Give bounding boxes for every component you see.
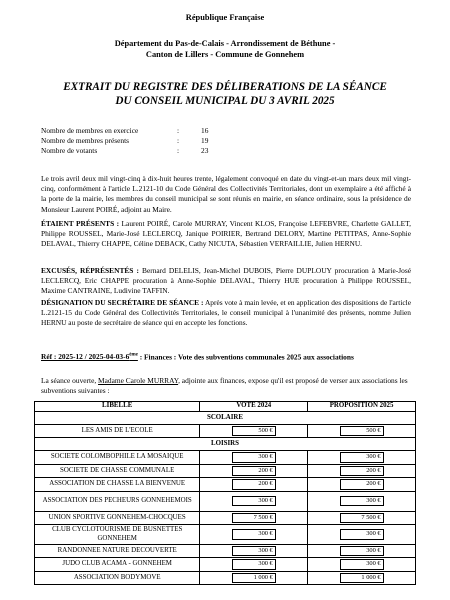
vote-2024-value: 300 € — [232, 496, 276, 506]
presents-label: ÉTAIENT PRÉSENTS : — [41, 219, 120, 228]
header-libelle: LIBELLE — [35, 402, 200, 412]
association-name: ASSOCIATION BODYMOVE — [35, 571, 200, 584]
session-pre: La séance ouverte, — [41, 376, 99, 385]
table-row — [35, 478, 416, 491]
secretaire-label: DÉSIGNATION DU SECRÉTAIRE DE SÉANCE : — [41, 298, 204, 307]
reference-number: Réf : 2025-12 / 2025-04-03-6 — [41, 352, 130, 362]
association-name: RANDONNEE NATURE DECOUVERTE — [35, 545, 200, 558]
section-row-scolaire — [35, 412, 416, 425]
vote-2024-value: 200 € — [232, 479, 276, 489]
vote-2024-value: 500 € — [232, 426, 276, 436]
intro-paragraph: Le trois avril deux mil vingt-cinq à dix-huit heures trente, légalement convoqué en date du vingt-et-un mars deux mil vingt-cinq, conformément à l'article L.2121-10 du Code Général des Collectivités Territoriales, dont un exemplaire a été affiché à la porte de la mairie, les membres du conseil municipal se sont réunis en mairie, en séance ordinaire, sous la présidence de Monsieur Laurent POIRÉ, adjoint au Maire. — [41, 174, 411, 214]
members-row — [41, 136, 231, 146]
association-name: SOCIETE COLOMBOPHILE LA MOSAIQUE — [35, 451, 200, 464]
members-sep: : — [177, 136, 180, 145]
proposition-2025-value: 500 € — [340, 426, 384, 436]
table-row — [35, 425, 416, 438]
subsidies-table — [34, 401, 416, 585]
table-row — [35, 525, 416, 545]
proposition-2025-value: 7 500 € — [340, 513, 384, 523]
association-name: LES AMIS DE L'ECOLE — [35, 425, 200, 438]
members-row — [41, 126, 231, 136]
excuses-text: Bernard DELELIS, Jean-Michel DUBOIS, Pierre DUPLOUY procuration à Marie-José LECLERCQ, Eric CHAPPE procuration à Anne-Sophie DELAVAL, Thierry HUE procuration à Philippe ROUSSEL, Maxime CANTRAINE, Ludivine TAFFIN. — [41, 266, 411, 296]
table-row — [35, 511, 416, 524]
association-name: SOCIETE DE CHASSE COMMUNALE — [35, 464, 200, 477]
department-line: Département du Pas-de-Calais - Arrondissement de Béthune - — [114, 39, 336, 48]
reference-subject: : Finances : Vote des subventions communales 2025 aux associations — [137, 352, 354, 362]
members-value: 19 — [201, 136, 209, 145]
members-label: Nombre de votants — [41, 146, 98, 155]
members-value: 16 — [201, 126, 209, 135]
canton-line: Canton de Lillers - Commune de Gonnehem — [145, 50, 305, 59]
document-title — [20, 81, 430, 108]
proposition-2025-value: 1 000 € — [340, 573, 384, 583]
table-row — [35, 571, 416, 584]
proposition-2025-value: 300 € — [340, 452, 384, 462]
members-row — [41, 146, 231, 156]
members-count — [41, 126, 231, 156]
reference-sup: ème — [129, 353, 138, 358]
deliberation-reference — [41, 351, 421, 362]
association-name: JUDO CLUB ACAMA - GONNEHEM — [35, 558, 200, 571]
vote-2024-value: 200 € — [232, 466, 276, 476]
proposition-2025-value: 300 € — [340, 529, 384, 539]
proposition-2025-value: 300 € — [340, 559, 384, 569]
proposition-2025-value: 200 € — [340, 479, 384, 489]
table-row — [35, 464, 416, 477]
vote-2024-value: 300 € — [232, 559, 276, 569]
header-proposition-2025: PROPOSITION 2025 — [308, 402, 416, 412]
title-line-1: EXTRAIT DU REGISTRE DES DÉLIBERATIONS DE LA SÉANCE — [63, 81, 387, 93]
vote-2024-value: 7 500 € — [232, 513, 276, 523]
table-row — [35, 545, 416, 558]
presents-paragraph — [41, 219, 411, 250]
association-name: ASSOCIATION DE CHASSE LA BIENVENUE — [35, 478, 200, 491]
excuses-paragraph — [41, 266, 411, 297]
members-label: Nombre de membres présents — [41, 136, 130, 145]
table-row — [35, 558, 416, 571]
section-row-loisirs — [35, 438, 416, 451]
table-row — [35, 451, 416, 464]
members-sep: : — [177, 126, 180, 135]
title-line-2: DU CONSEIL MUNICIPAL DU 3 AVRIL 2025 — [115, 94, 335, 107]
members-label: Nombre de membres en exercice — [41, 126, 139, 135]
excuses-label: EXCUSÉS, RÉPRÉSENTÉS : — [41, 266, 139, 275]
session-paragraph — [41, 376, 421, 396]
vote-2024-value: 300 € — [232, 546, 276, 556]
table-row — [35, 491, 416, 511]
vote-2024-value: 1 000 € — [232, 573, 276, 583]
association-name: CLUB CYCLOTOURISME DE BUSNETTES GONNEHEM — [35, 525, 200, 545]
reference-code — [41, 352, 138, 361]
presents-text: Laurent POIRÉ, Carole MURRAY, Vincent KLOS, Françoise LEFEBVRE, Charlette GALLET, Philippe ROUSSEL, Marie-José LECLERCQ, Janique POIRIER, Bertrand DELORY, Martine PETITPAS, Anne-Sophie DELAVAL, Thierry CHAPPE, Céline DEBACK, Cathy NICUTA, Sébastien VERFAILLIE, Julien HERNU. — [41, 219, 411, 249]
section-scolaire: SCOLAIRE — [35, 412, 416, 425]
section-loisirs: LOISIRS — [35, 438, 416, 451]
vote-2024-value: 300 € — [232, 529, 276, 539]
secretaire-text: Après vote à main levée, et en application des dispositions de l'article L.2121-15 du Code Général des Collectivités Territoriales, le conseil municipal à l'unanimité des présents, nomme Julien HERNU au poste de secrétaire de séance qui en accepte les fonctions. — [41, 298, 411, 328]
republic-header: République Française — [185, 13, 265, 22]
association-name: ASSOCIATION DES PECHEURS GONNEHEMOIS — [35, 491, 200, 511]
proposition-2025-value: 200 € — [340, 466, 384, 476]
department-header — [20, 38, 430, 60]
header-vote-2024: VOTE 2024 — [200, 402, 308, 412]
session-post: , adjointe aux finances, expose qu'il est proposé de verser aux associations les subventions suivantes : — [41, 376, 408, 395]
table-header-row — [35, 402, 416, 412]
members-sep: : — [177, 146, 180, 155]
proposition-2025-value: 300 € — [340, 546, 384, 556]
members-value: 23 — [201, 146, 209, 155]
session-speaker: Madame Carole MURRAY — [98, 376, 179, 385]
proposition-2025-value: 300 € — [340, 496, 384, 506]
vote-2024-value: 300 € — [232, 452, 276, 462]
secretaire-paragraph — [41, 298, 411, 329]
association-name: UNION SPORTIVE GONNEHEM-CHOCQUES — [35, 511, 200, 524]
